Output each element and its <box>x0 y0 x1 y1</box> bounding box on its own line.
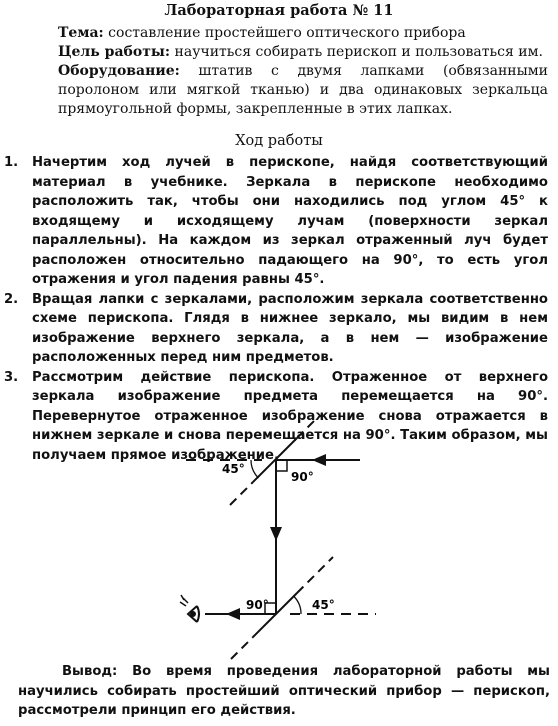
section-heading: Ход работы <box>235 133 323 149</box>
conclusion <box>18 662 550 721</box>
bottom-angle-45-label: 45° <box>312 598 335 612</box>
step-text: Рассмотрим действие перископа. Отраженное от верхнего зеркала изображение предмета перемещается на 90°. Перевернутое отраженное изображение снова отражается в нижнем зеркале и снова перемещается на 90°. Таким образом, мы получаем прямое изображение. <box>32 369 548 463</box>
top-angle-90-label: 90° <box>291 470 314 484</box>
step-number: 2. <box>4 291 19 307</box>
eye-icon <box>180 595 199 622</box>
goal-text: научиться собирать перископ и пользоваться им. <box>170 44 543 60</box>
theme-label: Тема: <box>58 25 104 41</box>
vertical-ray <box>270 460 282 614</box>
bottom-angle-arc <box>294 597 301 615</box>
theme-text: составление простейшего оптического прибора <box>103 25 466 41</box>
top-angle-45-label: 45° <box>222 462 245 476</box>
right-angle-mark <box>276 460 287 471</box>
equipment-label: Оборудование: <box>58 63 180 79</box>
conclusion-text: Во время проведения лабораторной работы мы научились собирать простейший оптический прибор — перископ, рассмотрели принцип его действия. <box>18 664 550 718</box>
top-incoming-ray <box>186 454 360 466</box>
conclusion-label: Вывод: <box>62 664 118 679</box>
goal-label: Цель работы: <box>58 44 171 60</box>
step-text: Вращая лапки с зеркалами, расположим зеркала соответственно схеме перископа. Глядя в нижнее зеркало, мы видим в нем изображение верхнего зеркала, а в нем — изображение расположенных перед ним предметов. <box>32 291 548 365</box>
step-number: 3. <box>4 369 19 385</box>
step-text: Начертим ход лучей в перископе, найдя соответствующий материал в учебнике. Зеркала в перископе необходимо расположить так, чтобы они находились под углом 45° к входящему и исходящему лучам (поверхности зеркал параллельны). На каждом из зеркал отраженный луч будет расположен относительно падающего на 90°, то есть угол отражения и угол падения равны 45°. <box>32 155 548 287</box>
equipment-text: штатив с двумя лапками (обвязанными поролоном или мягкой тканью) и два одинаковых зеркальца прямоугольной формы, закрепленные в этих лапках. <box>58 63 548 117</box>
bottom-outgoing-ray <box>205 608 376 620</box>
step-number: 1. <box>4 155 19 170</box>
top-angle-arc <box>251 460 259 478</box>
bottom-angle-90-label: 90° <box>246 598 269 612</box>
lab-title: Лабораторная работа № 11 <box>164 2 394 19</box>
